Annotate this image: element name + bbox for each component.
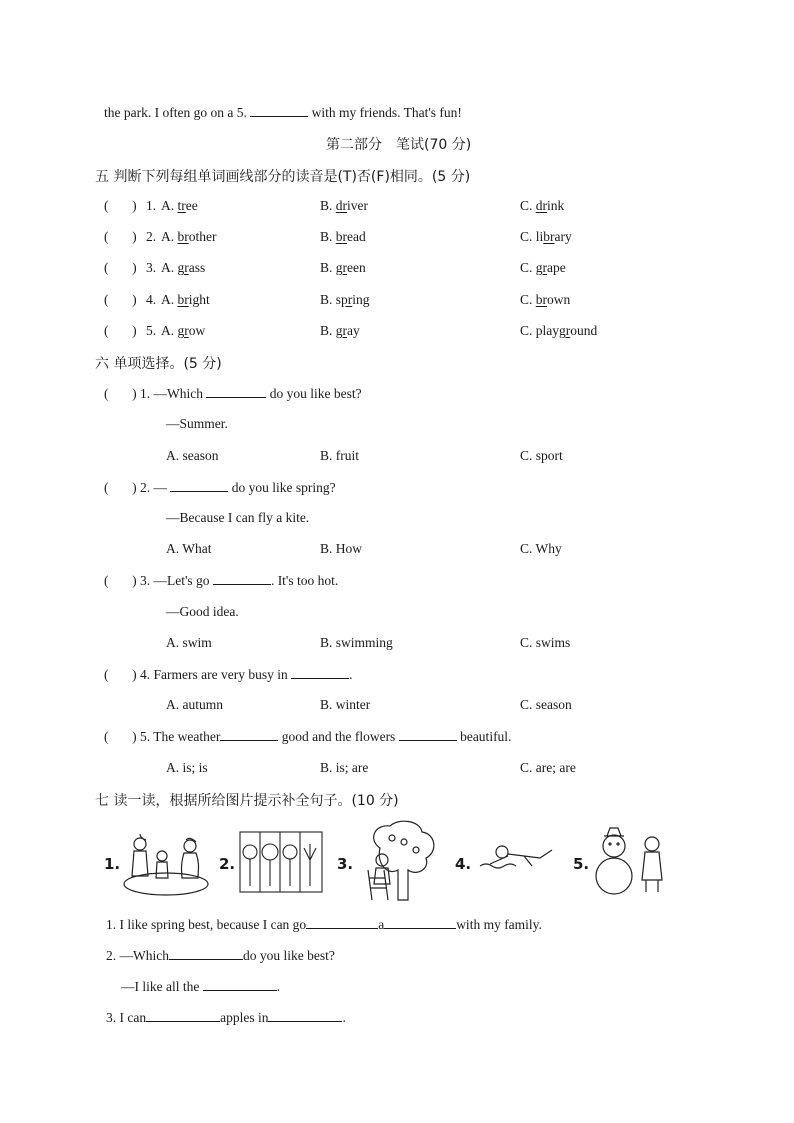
section7-title: 七 读一读，根据所给图片提示补全句子。(10 分) [95,793,399,809]
underlined-letters: br [335,229,348,244]
word-option-b: B. bread [320,229,366,244]
option-a: A. autumn [166,697,223,712]
option-c: C. are; are [520,760,576,775]
word-option-c: C. brown [520,292,571,307]
section5-title: 五 判断下列每组单词画线部分的读音是(T)否(F)相同。(5 分) [95,169,471,185]
answer-paren[interactable]: ( ) [104,729,137,744]
dialog-answer: —Summer. [166,416,228,431]
underlined-letters: gr [535,260,548,275]
underlined-letters: br [177,229,189,244]
word-option-a: A. grow [161,323,206,338]
option-c: C. season [520,697,572,712]
answer-paren[interactable]: ( ) [104,323,137,338]
option-a: A. swim [166,635,212,650]
answer-blank[interactable] [146,1009,220,1022]
word-option-a: A. grass [161,260,206,275]
word-option-c: C. grape [520,260,566,275]
word-option-b: B. spring [320,292,370,307]
answer-paren[interactable]: ( ) [104,480,137,495]
picture-number: 5. [573,855,590,873]
swimming-picture [478,840,558,874]
option-a: A. What [166,541,212,556]
question-3: ( ) 3. —Let's go . It's too hot. [104,573,339,588]
answer-blank[interactable] [170,479,228,492]
question-5: ( ) 5. The weather good and the flowers beautiful. [104,729,512,744]
section6-title: 六 单项选择。(5 分) [95,356,222,372]
question-4: ( ) 4. Farmers are very busy in . [104,667,353,682]
word-option-a: A. tree [161,198,198,213]
option-b: B. is; are [320,760,369,775]
question-1: ( ) 1. —Which do you like best? [104,386,362,401]
answer-blank[interactable] [206,385,266,398]
word-option-b: B. driver [320,198,369,213]
answer-paren[interactable]: ( ) [104,386,137,401]
answer-paren[interactable]: ( ) [104,198,137,213]
sentence-1: 1. I like spring best, because I can go a with my family. [106,917,542,932]
word-option-b: B. gray [320,323,360,338]
option-b: B. fruit [320,448,359,463]
option-b: B. winter [320,697,371,712]
answer-paren[interactable]: ( ) [104,229,137,244]
answer-paren[interactable]: ( ) [104,292,137,307]
picture-number: 1. [104,855,121,873]
option-a: A. is; is [166,760,208,775]
word-option-a: A. brother [161,229,217,244]
option-c: C. Why [520,541,562,556]
underlined-letters: gr [177,260,189,275]
picture-number: 4. [455,855,472,873]
answer-blank[interactable] [203,978,277,991]
underlined-letters: br [535,292,548,307]
question-2: ( ) 2. — do you like spring? [104,480,336,495]
snowman-picture [594,826,678,898]
picture-number: 2. [219,855,236,873]
option-c: C. swims [520,635,571,650]
underlined-letters: dr [535,198,548,213]
underlined-letters: dr [335,198,348,213]
answer-blank[interactable] [384,916,456,929]
underlined-letters: br [543,229,555,244]
sentence-3: 3. I can apples in . [106,1010,346,1025]
answer-paren[interactable]: ( ) [104,573,137,588]
underlined-letters: gr [559,323,571,338]
four-seasons-picture [238,830,324,896]
dialog-answer: —Because I can fly a kite. [166,510,310,525]
picking-apples-picture [360,820,440,902]
word-option-a: A. bright [161,292,210,307]
picture-number: 3. [337,855,354,873]
answer-paren[interactable]: ( ) [104,260,137,275]
item-number: 4. [146,292,157,307]
word-option-b: B. green [320,260,366,275]
underlined-letters: br [177,292,189,307]
word-option-c: C. playground [520,323,598,338]
item-number: 3. [146,260,157,275]
dialog-answer: —Good idea. [166,604,239,619]
word-option-c: C. drink [520,198,565,213]
option-b: B. How [320,541,363,556]
option-b: B. swimming [320,635,393,650]
top-line: the park. I often go on a 5. with my friends. That's fun! [104,105,462,120]
word-option-c: C. library [520,229,572,244]
item-number: 1. [146,198,157,213]
item-number: 2. [146,229,157,244]
answer-blank[interactable] [220,728,278,741]
answer-blank[interactable] [306,916,378,929]
underlined-letters: gr [177,323,189,338]
answer-blank[interactable] [399,728,457,741]
answer-blank[interactable] [213,572,271,585]
answer-blank[interactable] [268,1009,342,1022]
item-number: 5. [146,323,157,338]
option-c: C. sport [520,448,563,463]
sentence-2-answer: —I like all the . [121,979,281,994]
underlined-letters: tr [177,198,186,213]
answer-blank[interactable] [250,104,308,117]
answer-paren[interactable]: ( ) [104,667,137,682]
answer-blank[interactable] [291,666,349,679]
sentence-2: 2. —Which do you like best? [106,948,335,963]
option-a: A. season [166,448,219,463]
underlined-letters: gr [335,260,348,275]
underlined-letters: pr [341,292,353,307]
underlined-letters: gr [335,323,348,338]
family-picnic-picture [120,826,212,898]
answer-blank[interactable] [169,947,243,960]
part-title: 第二部分 笔试(70 分) [326,137,472,153]
